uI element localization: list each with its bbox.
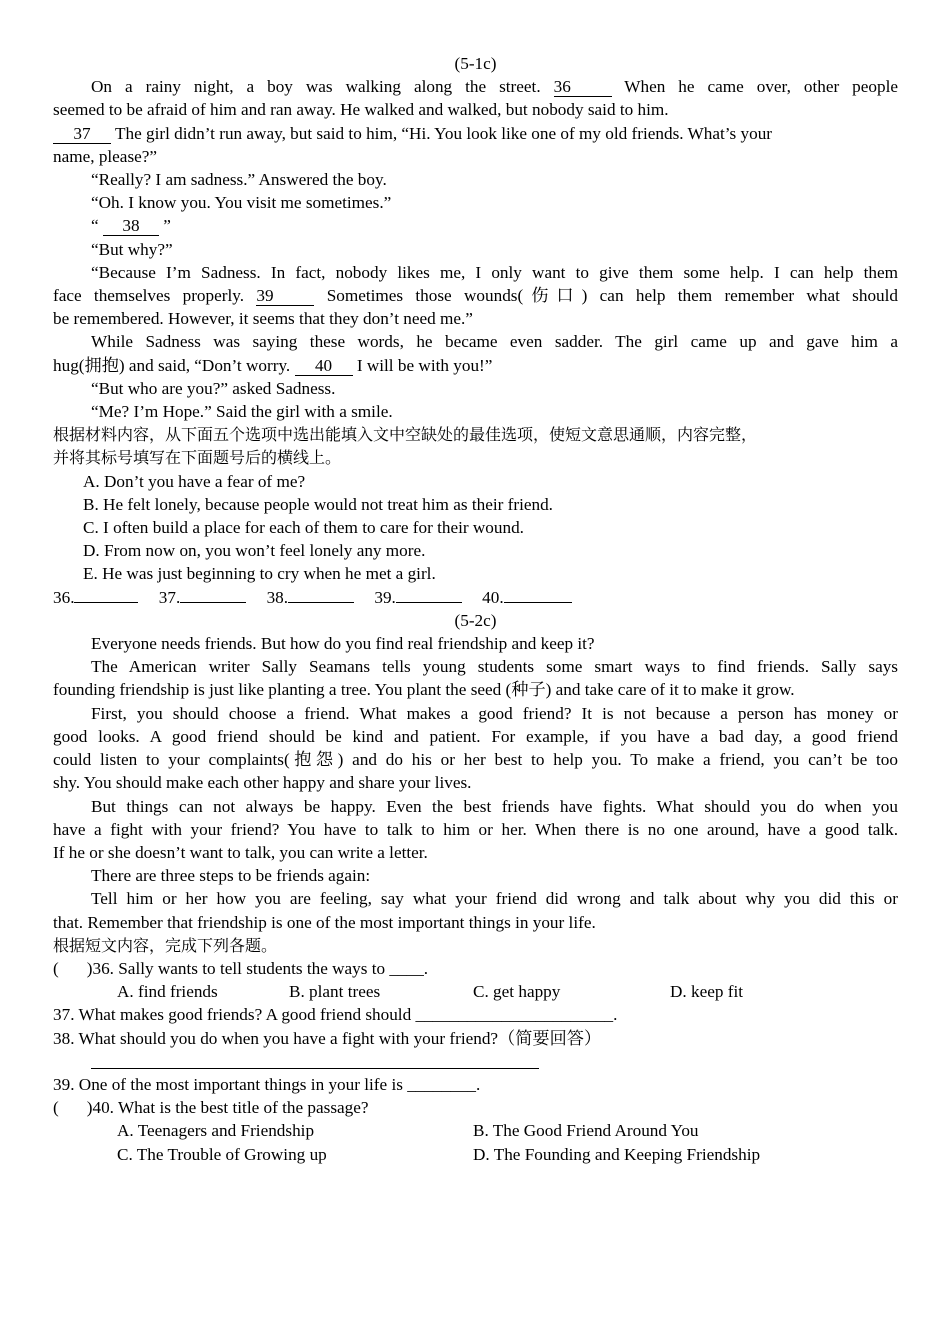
text: On a rainy night, a boy was walking along the street.: [91, 77, 541, 97]
blank-39[interactable]: 39: [256, 287, 314, 306]
text: The girl didn’t run away, but said to him, “Hi. You look like one of my old friends. What’s your: [115, 123, 773, 143]
q36-option-d[interactable]: D. keep fit: [670, 982, 744, 1002]
blank-37[interactable]: 37: [53, 125, 111, 144]
question-39: 39. One of the most important things in your life is ________.: [53, 1074, 481, 1094]
passage2-p2-line2: founding friendship is just like planting a tree. You plant the seed (种子) and take care of it to make it grow.: [53, 680, 795, 700]
answer-paren-close: ): [86, 958, 93, 978]
answer-label: 40.: [482, 587, 504, 607]
question-36: [53, 957, 898, 980]
q40-option-b[interactable]: B. The Good Friend Around You: [473, 1121, 699, 1141]
dialogue-who-are-you: “But who are you?” asked Sadness.: [91, 378, 336, 398]
passage1-hug-line2: [53, 354, 898, 377]
answer-37: [159, 586, 246, 609]
passage1-sadness-line1: “Because I’m Sadness. In fact, nobody likes me, I only want to give them some help. I can help them: [91, 262, 898, 282]
dialogue-really: “Really? I am sadness.” Answered the boy.: [91, 170, 387, 190]
text: Sometimes those wounds(伤口) can help them remember what should: [326, 286, 899, 306]
dialogue-know-you: “Oh. I know you. You visit me sometimes.”: [91, 193, 392, 213]
q36-option-b[interactable]: B. plant trees: [289, 982, 381, 1002]
answer-40: [482, 586, 571, 609]
dialogue-blank-38: [53, 214, 898, 237]
passage1-line1: [53, 75, 898, 98]
answer-blank[interactable]: [74, 588, 138, 603]
passage2-p6-line1: Tell him or her how you are feeling, say what your friend did wrong and talk about why you did this or: [91, 889, 898, 909]
option-a: A. Don’t you have a fear of me?: [83, 471, 306, 491]
section-heading-5-2c: (5-2c): [454, 610, 497, 630]
option-c: C. I often build a place for each of them to care for their wound.: [83, 518, 524, 538]
question-40-options-row2: [53, 1143, 898, 1166]
question-38-answer-line[interactable]: [53, 1050, 898, 1073]
answer-row: [53, 586, 898, 609]
passage2-p4-line1: But things can not always be happy. Even the best friends have fights. What should you do when you: [91, 796, 898, 816]
question-40: [53, 1096, 898, 1119]
close-quote: ”: [163, 216, 171, 236]
text: When he came over, other people: [624, 77, 898, 97]
answer-blank[interactable]: [288, 588, 354, 603]
answer-label: 36.: [53, 587, 75, 607]
passage2-p2-line1: The American writer Sally Seamans tells young students some smart ways to find friends. Sally says: [91, 657, 898, 677]
answer-blank[interactable]: [180, 588, 246, 603]
passage2-p5: There are three steps to be friends again:: [91, 866, 371, 886]
answer-label: 39.: [374, 587, 396, 607]
question-40-options-row1: [53, 1119, 898, 1142]
instructions-line2: 并将其标号填写在下面题号后的横线上。: [53, 448, 342, 468]
passage2-p4-line3: If he or she doesn’t want to talk, you can write a letter.: [53, 842, 428, 862]
q40-option-c[interactable]: C. The Trouble of Growing up: [117, 1144, 327, 1164]
passage1-sadness-line3: be remembered. However, it seems that they don’t need me.”: [53, 309, 473, 329]
answer-38: [267, 586, 354, 609]
answer-39: [374, 586, 461, 609]
answer-label: 38.: [266, 587, 289, 607]
passage2-p6-line2: that. Remember that friendship is one of the most important things in your life.: [53, 912, 596, 932]
passage1-hug-line1: While Sadness was saying these words, he became even sadder. The girl came up and gave him a: [91, 332, 898, 352]
q36-option-c[interactable]: C. get happy: [473, 982, 561, 1002]
passage2-intro: Everyone needs friends. But how do you find real friendship and keep it?: [91, 634, 595, 654]
instructions-line1: 根据材料内容，从下面五个选项中选出能填入文中空缺处的最佳选项，使短文意思通顺，内容完整，: [53, 425, 758, 445]
option-e: E. He was just beginning to cry when he met a girl.: [83, 564, 436, 584]
passage1-sadness-line2: [53, 284, 898, 307]
passage1-line4: name, please?”: [53, 146, 158, 166]
open-quote: “: [91, 216, 99, 236]
answer-label: 37.: [158, 587, 181, 607]
passage1-line2: seemed to be afraid of him and ran away. He walked and walked, but nobody said to him.: [53, 100, 669, 120]
question-36-options: [53, 980, 898, 1003]
answer-underline[interactable]: [91, 1054, 539, 1069]
instructions-5-2c: 根据短文内容，完成下列各题。: [53, 935, 278, 955]
text: hug(拥抱) and said, “Don’t worry.: [53, 355, 291, 375]
passage1-line3: [53, 122, 898, 145]
blank-40[interactable]: 40: [295, 357, 353, 376]
question-38: 38. What should you do when you have a fight with your friend?（简要回答）: [53, 1028, 602, 1048]
question-37: 37. What makes good friends? A good friend should _______________________.: [53, 1005, 618, 1025]
answer-paren-close: ): [86, 1098, 93, 1118]
answer-paren-open: (: [53, 1098, 59, 1118]
question-text: 36. Sally wants to tell students the ways to ____.: [92, 958, 429, 978]
answer-blank[interactable]: [504, 588, 572, 603]
blank-36[interactable]: 36: [554, 78, 612, 97]
passage2-p3-line2: good looks. A good friend should be kind and patient. For example, if you have a bad day, a good friend: [53, 726, 898, 746]
passage2-p3-line3: could listen to your complaints(抱怨) and do his or her best to help you. To make a friend, you can’t be too: [53, 750, 898, 770]
dialogue-but-why: “But why?”: [91, 239, 173, 259]
answer-paren-open: (: [53, 958, 59, 978]
question-text: 40. What is the best title of the passage?: [92, 1098, 369, 1118]
text: face themselves properly.: [53, 286, 245, 306]
passage2-p3-line4: shy. You should make each other happy and share your lives.: [53, 773, 472, 793]
section-heading-5-1c: (5-1c): [454, 54, 497, 73]
option-d: D. From now on, you won’t feel lonely any more.: [83, 541, 426, 561]
text: I will be with you!”: [356, 355, 493, 375]
q36-option-a[interactable]: A. find friends: [117, 982, 218, 1002]
worksheet-page: [53, 52, 898, 1166]
answer-blank[interactable]: [396, 588, 462, 603]
option-b: B. He felt lonely, because people would not treat him as their friend.: [83, 494, 553, 514]
passage2-p3-line1: First, you should choose a friend. What makes a good friend? It is not because a person has money or: [91, 703, 898, 723]
passage2-p4-line2: have a fight with your friend? You have to talk to him or her. When there is no one around, have a good talk.: [53, 819, 898, 839]
answer-36: [53, 586, 138, 609]
blank-38[interactable]: 38: [103, 217, 159, 236]
dialogue-hope: “Me? I’m Hope.” Said the girl with a smile.: [91, 402, 393, 422]
q40-option-d[interactable]: D. The Founding and Keeping Friendship: [473, 1144, 761, 1164]
q40-option-a[interactable]: A. Teenagers and Friendship: [117, 1121, 315, 1141]
